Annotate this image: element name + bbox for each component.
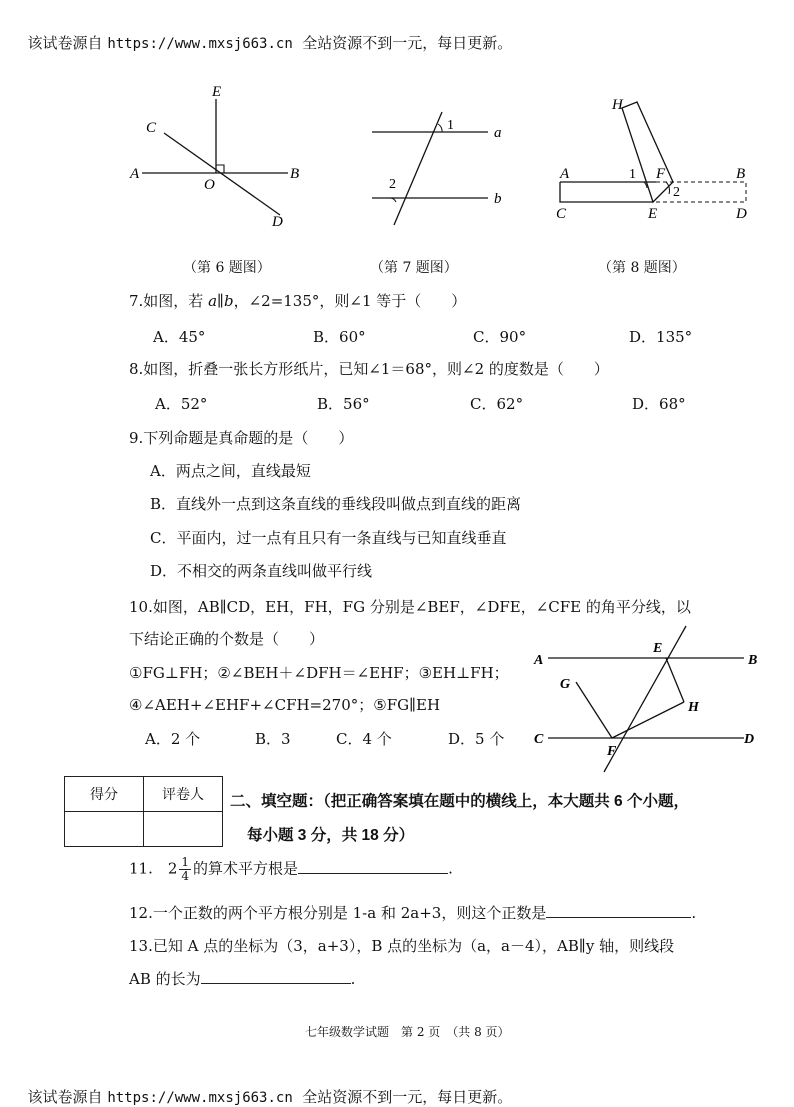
q7-option-b: B．60° bbox=[313, 328, 366, 346]
label-h: H bbox=[688, 700, 699, 715]
q12-end: . bbox=[691, 904, 697, 922]
label-b: B bbox=[290, 166, 300, 182]
q8-option-b: B．56° bbox=[317, 395, 370, 413]
figure-6 bbox=[120, 85, 310, 235]
question-12 bbox=[129, 902, 696, 923]
q10-option-d: D．5 个 bbox=[448, 730, 505, 748]
label-d: D bbox=[272, 214, 283, 230]
label-d: D bbox=[744, 732, 755, 747]
label-o: O bbox=[204, 177, 215, 193]
label-d: D bbox=[736, 206, 747, 222]
source-prefix: 该试卷源自 bbox=[27, 34, 108, 52]
q7-stem-prefix: 7.如图，若 bbox=[129, 292, 209, 310]
label-g: G bbox=[560, 677, 571, 692]
top-source-banner bbox=[18, 14, 512, 53]
source-url-link[interactable]: https://www.mxsj663.cn bbox=[107, 36, 293, 52]
figure-10 bbox=[528, 622, 768, 777]
section-2-heading-line-1: 二、填空题：（把正确答案填在题中的横线上，本大题共 6 个小题， bbox=[230, 793, 689, 810]
question-10-line-4: ④∠AEH+∠EHF+∠CFH=270°；⑤FG∥EH bbox=[129, 696, 441, 714]
label-b: B bbox=[736, 166, 746, 182]
q11-denominator: 4 bbox=[181, 869, 190, 883]
label-2: 2 bbox=[673, 185, 680, 200]
transversal bbox=[394, 112, 442, 225]
label-f: F bbox=[607, 744, 617, 759]
q11-numerator: 1 bbox=[181, 855, 190, 869]
label-f: F bbox=[656, 166, 666, 182]
score-header: 得分 bbox=[65, 777, 144, 812]
folded-strip bbox=[622, 102, 673, 202]
segment-fh bbox=[612, 702, 684, 738]
label-1: 1 bbox=[447, 118, 454, 133]
grader-header: 评卷人 bbox=[144, 777, 223, 812]
q9-option-c: C．平面内，过一点有且只有一条直线与已知直线垂直 bbox=[150, 529, 507, 547]
q11-prefix: 11. 2 bbox=[129, 859, 178, 878]
label-e: E bbox=[212, 85, 222, 100]
score-cell[interactable] bbox=[65, 812, 144, 847]
line-cd bbox=[164, 133, 280, 215]
figure-8-caption: （第 8 题图） bbox=[598, 260, 686, 276]
q13-end: . bbox=[350, 970, 356, 988]
q10-option-c: C．4 个 bbox=[336, 730, 392, 748]
q11-suffix: 的算术平方根是 bbox=[193, 859, 299, 878]
label-2: 2 bbox=[389, 177, 396, 192]
grader-cell[interactable] bbox=[144, 812, 223, 847]
bottom-source-slogan: 全站资源不到一元，每日更新。 bbox=[292, 1088, 513, 1106]
q11-fraction bbox=[179, 856, 191, 883]
q7-stem-parallel: a∥b bbox=[208, 292, 234, 310]
angle-1-arc bbox=[438, 124, 442, 132]
label-a: A bbox=[130, 166, 140, 182]
label-a: A bbox=[534, 653, 544, 668]
q9-option-b: B．直线外一点到这条直线的垂线段叫做点到直线的距离 bbox=[150, 495, 522, 513]
question-7 bbox=[129, 290, 466, 311]
label-e: E bbox=[648, 206, 658, 222]
q7-option-d: D．135° bbox=[629, 328, 693, 346]
bottom-source-url-link[interactable]: https://www.mxsj663.cn bbox=[107, 1090, 293, 1106]
question-10-line-2: 下结论正确的个数是（ ） bbox=[129, 630, 325, 648]
label-c: C bbox=[534, 732, 544, 747]
label-e: E bbox=[653, 641, 663, 656]
label-b: B bbox=[748, 653, 758, 668]
label-a: A bbox=[560, 166, 570, 182]
segment-eh bbox=[666, 658, 684, 702]
question-13-line-1: 13.已知 A 点的坐标为（3，a+3），B 点的坐标为（a，a－4），AB∥y 轴，则线段 bbox=[129, 937, 675, 955]
figure-7 bbox=[360, 110, 520, 230]
question-10-line-1: 10.如图，AB∥CD，EH，FH，FG 分别是∠BEF，∠DFE，∠CFE 的角平分线，以 bbox=[129, 598, 691, 616]
q11-answer-blank[interactable] bbox=[298, 859, 448, 874]
q8-option-c: C．62° bbox=[470, 395, 524, 413]
q9-option-d: D．不相交的两条直线叫做平行线 bbox=[150, 562, 373, 580]
rect-left-bottom bbox=[560, 182, 653, 202]
question-8: 8.如图，折叠一张长方形纸片，已知∠1＝68°，则∠2 的度数是（ ） bbox=[129, 360, 609, 378]
label-b-line: b bbox=[494, 191, 502, 207]
q7-option-c: C．90° bbox=[473, 328, 527, 346]
q9-option-a: A．两点之间，直线最短 bbox=[150, 462, 311, 480]
section-2-heading-line-2: 每小题 3 分，共 18 分） bbox=[247, 827, 415, 844]
q7-stem-suffix: ，∠2=135°，则∠1 等于（ ） bbox=[233, 292, 467, 310]
q8-option-d: D．68° bbox=[632, 395, 686, 413]
source-slogan: 全站资源不到一元，每日更新。 bbox=[292, 34, 513, 52]
question-11 bbox=[129, 856, 453, 883]
question-13-line-2 bbox=[129, 968, 355, 989]
q13-line-2-text: AB 的长为 bbox=[129, 970, 201, 988]
figure-6-caption: （第 6 题图） bbox=[183, 260, 271, 276]
label-c: C bbox=[556, 206, 567, 222]
bottom-source-prefix: 该试卷源自 bbox=[27, 1088, 108, 1106]
figure-7-caption: （第 7 题图） bbox=[370, 260, 458, 276]
label-a-line: a bbox=[494, 125, 502, 141]
label-c: C bbox=[146, 120, 157, 136]
q11-end: . bbox=[448, 859, 453, 878]
ray-fg bbox=[576, 682, 612, 738]
q12-text: 12.一个正数的两个平方根分别是 1-a 和 2a+3，则这个正数是 bbox=[129, 904, 547, 922]
q7-option-a: A．45° bbox=[153, 328, 206, 346]
q12-answer-blank[interactable] bbox=[546, 903, 691, 918]
score-table bbox=[64, 776, 223, 847]
figure-8 bbox=[548, 90, 758, 230]
question-10-line-3: ①FG⊥FH；②∠BEH＋∠DFH＝∠EHF；③EH⊥FH； bbox=[129, 664, 509, 682]
page-footer: 七年级数学试题 第 2 页 （共 8 页） bbox=[305, 1025, 510, 1039]
question-9: 9.下列命题是真命题的是（ ） bbox=[129, 429, 354, 447]
folded-part-dashed bbox=[653, 182, 746, 202]
q13-answer-blank[interactable] bbox=[201, 969, 351, 984]
label-h: H bbox=[612, 97, 623, 113]
label-1: 1 bbox=[629, 167, 636, 182]
q8-option-a: A．52° bbox=[155, 395, 208, 413]
q10-option-b: B．3 bbox=[255, 730, 291, 748]
bottom-source-banner bbox=[18, 1068, 512, 1107]
q10-option-a: A．2 个 bbox=[145, 730, 201, 748]
